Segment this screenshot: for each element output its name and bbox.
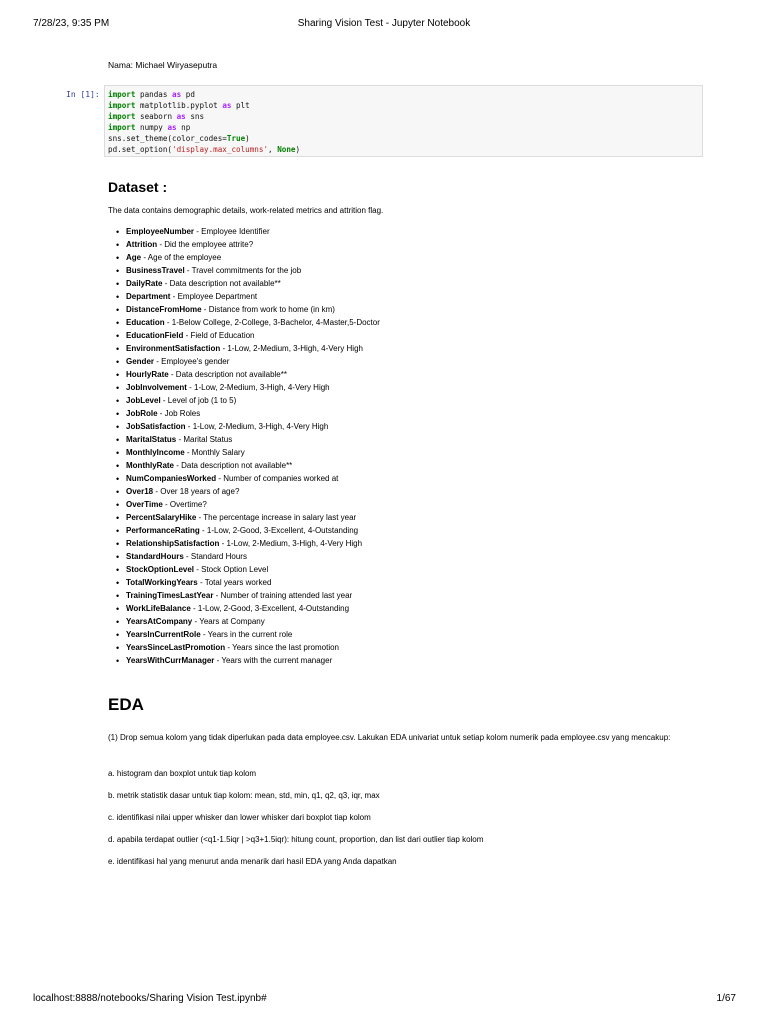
feature-item — [108, 239, 380, 252]
feature-name: WorkLifeBalance — [126, 604, 191, 613]
feature-description: - 1-Low, 2-Medium, 3-High, 4-Very High — [186, 383, 330, 392]
feature-description: - Age of the employee — [141, 253, 222, 262]
feature-name: PerformanceRating — [126, 526, 200, 535]
feature-name: EnvironmentSatisfaction — [126, 344, 221, 353]
feature-description: - 1-Low, 2-Medium, 3-High, 4-Very High — [185, 422, 329, 431]
feature-description: - 1-Below College, 2-College, 3-Bachelor, 4-Master,5-Doctor — [164, 318, 380, 327]
feature-description: - Data description not available** — [174, 461, 293, 470]
feature-item — [108, 538, 380, 551]
code-line: import seaborn as sns — [108, 112, 205, 121]
feature-name: MonthlyIncome — [126, 448, 185, 457]
feature-name: BusinessTravel — [126, 266, 185, 275]
feature-item — [108, 486, 380, 499]
feature-item — [108, 317, 380, 330]
feature-name: DailyRate — [126, 279, 163, 288]
code-line: sns.set_theme(color_codes=True) — [108, 134, 250, 143]
feature-description: - Data description not available** — [162, 279, 281, 288]
eda-item-c: c. identifikasi nilai upper whisker dan lower whisker dari boxplot tiap kolom — [108, 813, 371, 822]
feature-item — [108, 564, 380, 577]
feature-item — [108, 369, 380, 382]
feature-description: - The percentage increase in salary last year — [196, 513, 357, 522]
feature-item — [108, 252, 380, 265]
code-line: pd.set_option('display.max_columns', None) — [108, 145, 301, 154]
feature-name: EducationField — [126, 331, 184, 340]
feature-name: Age — [126, 253, 142, 262]
feature-name: YearsInCurrentRole — [126, 630, 201, 639]
feature-item — [108, 590, 380, 603]
feature-description: - Employee Department — [170, 292, 258, 301]
feature-description: - Marital Status — [176, 435, 233, 444]
feature-item — [108, 226, 380, 239]
feature-name: YearsSinceLastPromotion — [126, 643, 226, 652]
feature-description: - Job Roles — [157, 409, 201, 418]
feature-item — [108, 629, 380, 642]
feature-description: - Level of job (1 to 5) — [160, 396, 237, 405]
feature-name: Education — [126, 318, 165, 327]
feature-description: - Stock Option Level — [194, 565, 269, 574]
feature-name: DistanceFromHome — [126, 305, 202, 314]
feature-item — [108, 447, 380, 460]
feature-name: RelationshipSatisfaction — [126, 539, 220, 548]
feature-item — [108, 265, 380, 278]
feature-item — [108, 473, 380, 486]
dataset-heading: Dataset : — [108, 179, 168, 195]
feature-name: StandardHours — [126, 552, 184, 561]
feature-item — [108, 551, 380, 564]
feature-description: - Employee Identifier — [194, 227, 270, 236]
page-number: 1/67 — [716, 993, 736, 1004]
feature-description: - Years with the current manager — [214, 656, 333, 665]
feature-description: - Overtime? — [162, 500, 207, 509]
feature-item — [108, 499, 380, 512]
feature-item — [108, 304, 380, 317]
print-footer — [0, 993, 768, 1007]
code-line: import matplotlib.pyplot as plt — [108, 101, 250, 110]
eda-item-e: e. identifikasi hal yang menurut anda menarik dari hasil EDA yang Anda dapatkan — [108, 857, 397, 866]
feature-item — [108, 642, 380, 655]
feature-item — [108, 525, 380, 538]
feature-description: - 1-Low, 2-Medium, 3-High, 4-Very High — [220, 344, 363, 353]
author-name-line: Nama: Michael Wiryaseputra — [108, 60, 218, 70]
feature-description: - Years at Company — [192, 617, 265, 626]
feature-item — [108, 616, 380, 629]
feature-item — [108, 512, 380, 525]
eda-task-description: (1) Drop semua kolom yang tidak diperlukan pada data employee.csv. Lakukan EDA univariat untuk setiap kolom numerik pada employee.csv yang mencakup: — [108, 733, 671, 742]
feature-description: - Years in the current role — [200, 630, 293, 639]
feature-description: - Number of training attended last year — [213, 591, 353, 600]
code-line: import numpy as np — [108, 123, 191, 132]
feature-name: YearsWithCurrManager — [126, 656, 215, 665]
feature-description: - Number of companies worked at — [216, 474, 339, 483]
feature-item — [108, 577, 380, 590]
feature-item — [108, 343, 380, 356]
feature-list — [108, 226, 380, 668]
feature-name: NumCompaniesWorked — [126, 474, 217, 483]
feature-name: JobInvolvement — [126, 383, 187, 392]
feature-description: - 1-Low, 2-Good, 3-Excellent, 4-Outstanding — [199, 526, 359, 535]
print-url: localhost:8888/notebooks/Sharing Vision Test.ipynb# — [33, 993, 267, 1004]
print-datetime: 7/28/23, 9:35 PM — [33, 18, 110, 29]
feature-item — [108, 330, 380, 343]
feature-item — [108, 603, 380, 616]
feature-item — [108, 460, 380, 473]
print-header — [0, 18, 768, 32]
feature-description: - 1-Low, 2-Good, 3-Excellent, 4-Outstanding — [190, 604, 350, 613]
feature-description: - Did the employee attrite? — [157, 240, 254, 249]
eda-item-b: b. metrik statistik dasar untuk tiap kolom: mean, std, min, q1, q2, q3, iqr, max — [108, 791, 380, 800]
feature-name: Department — [126, 292, 171, 301]
feature-name: JobSatisfaction — [126, 422, 186, 431]
feature-name: StockOptionLevel — [126, 565, 195, 574]
feature-name: TotalWorkingYears — [126, 578, 198, 587]
feature-description: - Distance from work to home (in km) — [201, 305, 335, 314]
feature-name: PercentSalaryHike — [126, 513, 197, 522]
feature-item — [108, 421, 380, 434]
feature-item — [108, 356, 380, 369]
feature-item — [108, 278, 380, 291]
feature-description: - Over 18 years of age? — [153, 487, 240, 496]
feature-name: OverTime — [126, 500, 163, 509]
feature-description: - Standard Hours — [183, 552, 247, 561]
feature-description: - Employee's gender — [154, 357, 230, 366]
feature-description: - Total years worked — [197, 578, 272, 587]
feature-description: - 1-Low, 2-Medium, 3-High, 4-Very High — [219, 539, 363, 548]
feature-item — [108, 395, 380, 408]
feature-item — [108, 434, 380, 447]
feature-name: TrainingTimesLastYear — [126, 591, 214, 600]
feature-name: Gender — [126, 357, 155, 366]
feature-description: - Travel commitments for the job — [184, 266, 302, 275]
feature-description: - Data description not available** — [168, 370, 287, 379]
feature-name: YearsAtCompany — [126, 617, 193, 626]
feature-item — [108, 382, 380, 395]
feature-description: - Field of Education — [183, 331, 255, 340]
eda-heading: EDA — [108, 695, 144, 714]
feature-name: HourlyRate — [126, 370, 169, 379]
print-page-title: Sharing Vision Test - Jupyter Notebook — [297, 18, 471, 29]
eda-item-d: d. apabila terdapat outlier (<q1-1.5iqr | >q3+1.5iqr): hitung count, proportion, dan list dari outlier tiap kolom — [108, 835, 484, 844]
feature-item — [108, 408, 380, 421]
feature-item — [108, 291, 380, 304]
cell-input-prompt: In [1]: — [66, 90, 100, 99]
feature-name: Attrition — [126, 240, 158, 249]
feature-name: Over18 — [126, 487, 154, 496]
feature-name: JobRole — [126, 409, 158, 418]
feature-name: MaritalStatus — [126, 435, 177, 444]
feature-name: EmployeeNumber — [126, 227, 195, 236]
eda-item-a: a. histogram dan boxplot untuk tiap kolom — [108, 769, 257, 778]
dataset-intro: The data contains demographic details, work-related metrics and attrition flag. — [108, 206, 384, 215]
feature-description: - Monthly Salary — [184, 448, 245, 457]
feature-description: - Years since the last promotion — [225, 643, 339, 652]
code-cell-editor[interactable] — [104, 85, 703, 157]
feature-item — [108, 655, 380, 668]
feature-name: JobLevel — [126, 396, 161, 405]
feature-name: MonthlyRate — [126, 461, 174, 470]
code-line: import pandas as pd — [108, 90, 195, 99]
